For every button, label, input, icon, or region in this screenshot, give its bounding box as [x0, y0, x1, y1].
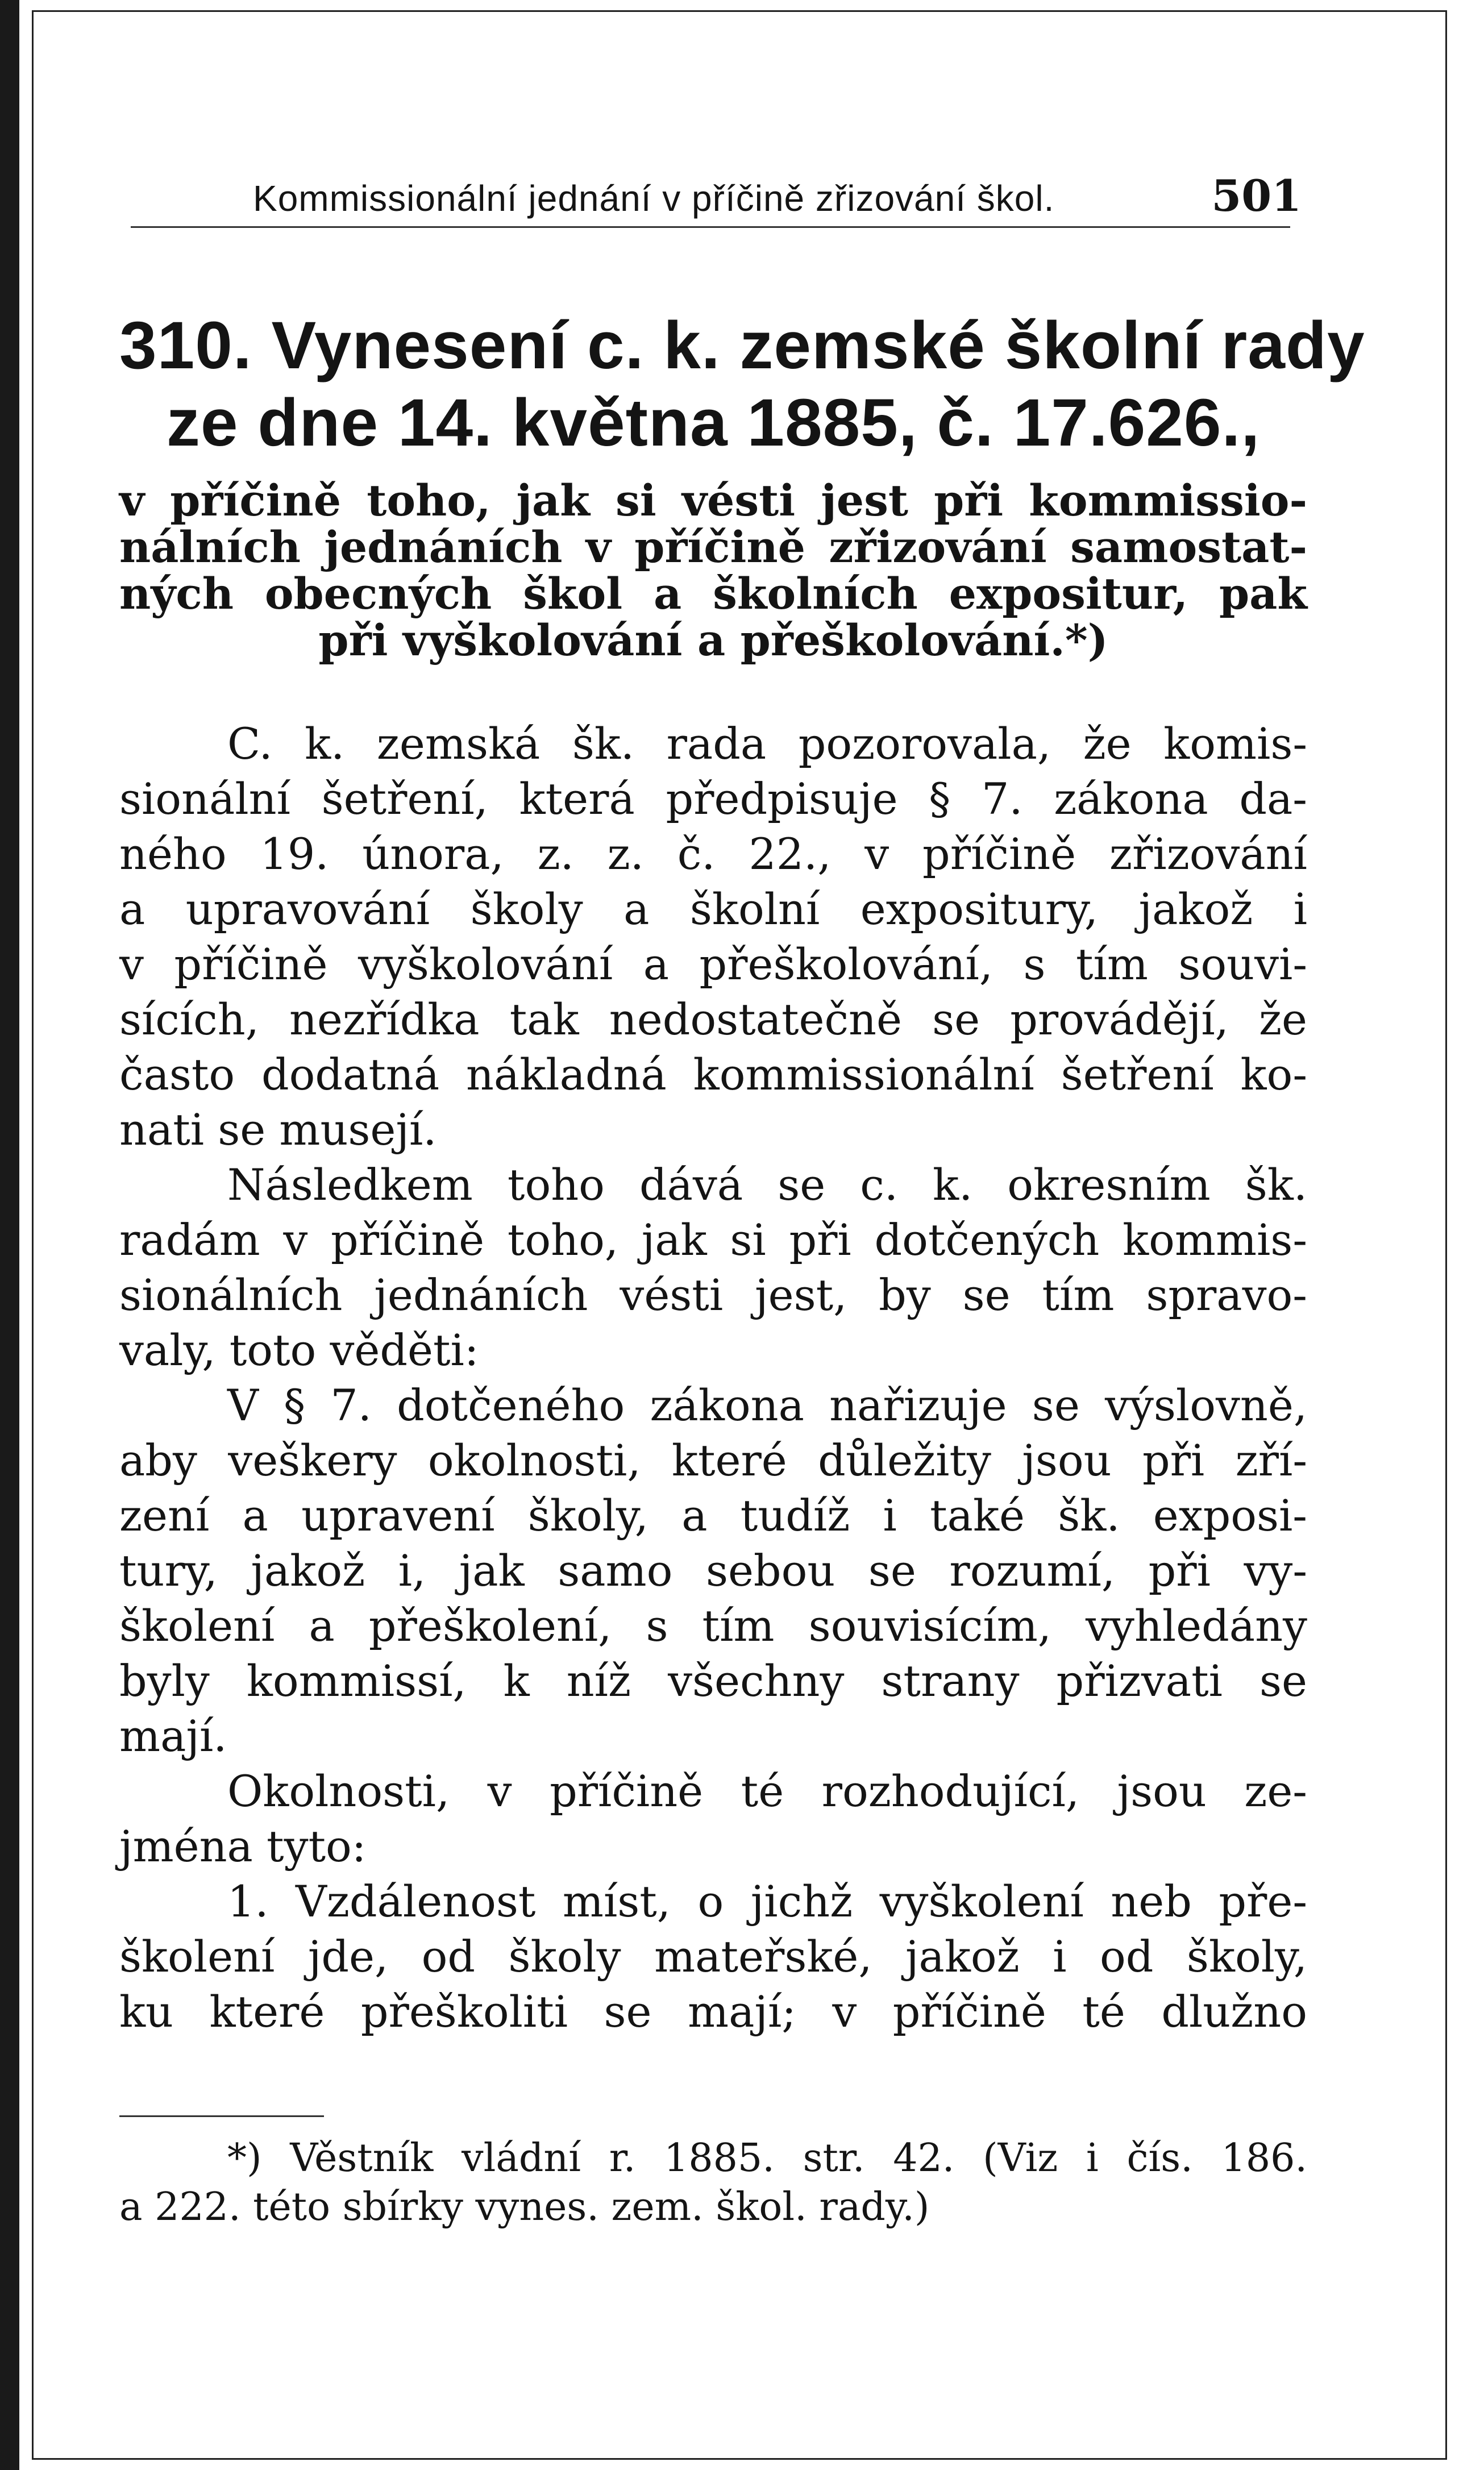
body-line: sících, nezřídka tak nedostatečně se provádějí, že	[119, 994, 1307, 1045]
body-line: 1. Vzdálenost míst, o jichž vyškolení neb pře-	[227, 1876, 1307, 1927]
body-line: Okolnosti, v příčině té rozhodující, jsou ze-	[227, 1766, 1307, 1816]
body-line: aby veškery okolnosti, které důležity jsou při zří-	[119, 1435, 1307, 1486]
body-line: radám v příčině toho, jak si při dotčených kommis-	[119, 1215, 1307, 1265]
header-rule	[131, 226, 1290, 228]
body-line: ku které přeškoliti se mají; v příčině té dlužno	[119, 1986, 1307, 2037]
body-line: Následkem toho dává se c. k. okresním šk.	[227, 1159, 1307, 1210]
footnote-rule	[119, 2115, 324, 2117]
body-line: tury, jakož i, jak samo sebou se rozumí, při vy-	[119, 1545, 1307, 1596]
footnote	[119, 2134, 1307, 2232]
body-line: jména tyto:	[119, 1821, 367, 1872]
body-line: často dodatná nákladná kommissionální šetření ko-	[119, 1049, 1307, 1100]
subtitle-line: v příčině toho, jak si vésti jest při kommissio-	[119, 475, 1307, 526]
body-line: V § 7. dotčeného zákona nařizuje se výslovně,	[227, 1380, 1307, 1431]
body-line: sionální šetření, která předpisuje § 7. zákona da-	[119, 774, 1307, 824]
body-line: valy, toto věděti:	[119, 1325, 479, 1375]
body-line: ného 19. února, z. z. č. 22., v příčině zřizování	[119, 829, 1307, 879]
subtitle-line: při vyškolování a přeškolování.*)	[318, 615, 1108, 666]
heading-line-2: ze dne 14. května 1885, č. 17.626.,	[166, 385, 1261, 460]
binding-edge	[0, 0, 19, 2470]
document-heading	[119, 307, 1365, 461]
running-title: Kommissionální jednání v příčině zřizování škol.	[253, 178, 1055, 219]
body-line: sionálních jednáních vésti jest, by se tím spravo-	[119, 1270, 1307, 1320]
running-head	[131, 171, 1302, 222]
body-text	[119, 716, 1307, 2039]
subtitle-line: ných obecných škol a školních expositur, pak	[119, 568, 1307, 619]
body-line: zení a upravení školy, a tudíž i také šk. exposi-	[119, 1490, 1307, 1541]
document-subtitle	[119, 477, 1307, 664]
body-line: a upravování školy a školní expositury, jakož i	[119, 884, 1307, 934]
body-line: mají.	[119, 1711, 227, 1761]
footnote-line-1: *) Věstník vládní r. 1885. str. 42. (Viz i čís. 186.	[227, 2136, 1307, 2181]
footnote-line-2: a 222. této sbírky vynes. zem. škol. rady.)	[119, 2185, 930, 2230]
body-line: v příčině vyškolování a přeškolování, s tím souvi-	[119, 939, 1307, 989]
heading-line-1: 310. Vynesení c. k. zemské školní rady	[119, 308, 1365, 383]
body-line: nati se musejí.	[119, 1104, 437, 1155]
body-line: školení a přeškolení, s tím souvisícím, vyhledány	[119, 1600, 1307, 1651]
body-line: byly kommissí, k níž všechny strany přizvati se	[119, 1656, 1307, 1706]
body-line: školení jde, od školy mateřské, jakož i od školy,	[119, 1931, 1307, 1982]
subtitle-line: nálních jednáních v příčině zřizování samostat-	[119, 522, 1307, 572]
page-number: 501	[1211, 171, 1302, 221]
body-line: C. k. zemská šk. rada pozorovala, že komis-	[227, 718, 1307, 769]
